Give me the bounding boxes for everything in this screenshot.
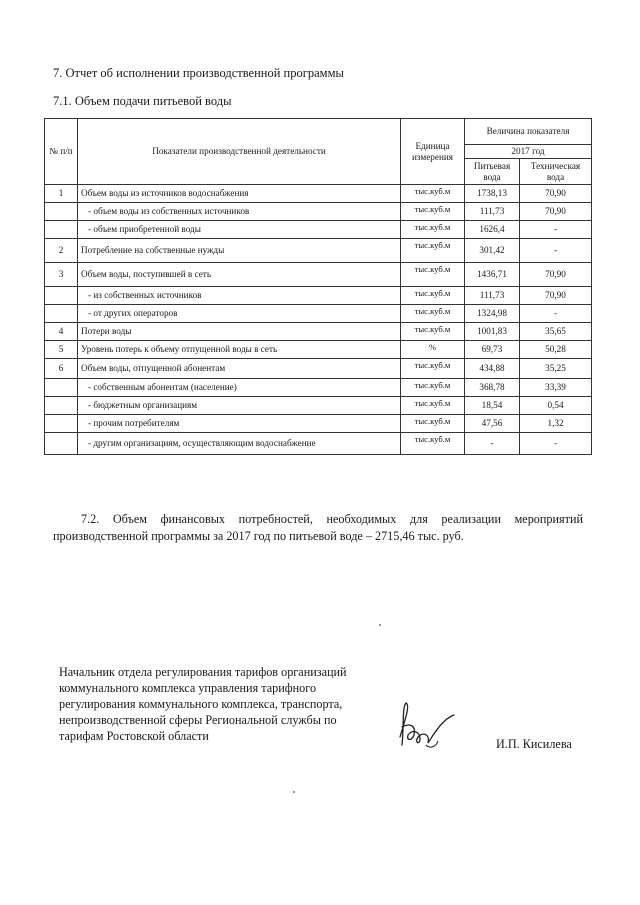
row-unit: тыс.куб.м xyxy=(401,323,465,341)
row-number xyxy=(45,203,78,221)
row-technical-value: 0,54 xyxy=(520,397,592,415)
row-indicator: Уровень потерь к объему отпущенной воды в сеть xyxy=(78,341,401,359)
row-unit: тыс.куб.м xyxy=(401,359,465,379)
table-row xyxy=(45,239,592,263)
handwritten-signature xyxy=(392,697,464,755)
row-drinking-value: 1626,4 xyxy=(465,221,520,239)
row-drinking-value: 301,42 xyxy=(465,239,520,263)
row-number: 1 xyxy=(45,185,78,203)
row-technical-value: 33,39 xyxy=(520,379,592,397)
row-number xyxy=(45,397,78,415)
header-no: № п/п xyxy=(45,119,78,185)
row-drinking-value: 47,56 xyxy=(465,415,520,433)
table-row xyxy=(45,185,592,203)
row-unit: тыс.куб.м xyxy=(401,287,465,305)
row-indicator: - другим организациям, осуществляющим водоснабжение xyxy=(78,433,401,455)
row-unit: тыс.куб.м xyxy=(401,263,465,287)
row-unit: тыс.куб.м xyxy=(401,433,465,455)
scan-speck xyxy=(379,624,381,626)
row-indicator: - бюджетным организациям xyxy=(78,397,401,415)
row-indicator: Объем воды, поступившей в сеть xyxy=(78,263,401,287)
signatory-title: Начальник отдела регулирования тарифов организаций коммунального комплекса управления тарифного регулирования коммунального комплекса, транспорта, непроизводственной сферы Региональной службы по тарифам Ростовской области xyxy=(59,665,347,743)
row-unit: тыс.куб.м xyxy=(401,203,465,221)
header-unit: Единица измерения xyxy=(401,119,465,185)
table-body xyxy=(45,185,592,455)
row-number xyxy=(45,433,78,455)
row-technical-value: - xyxy=(520,433,592,455)
row-drinking-value: 1324,98 xyxy=(465,305,520,323)
table-row xyxy=(45,341,592,359)
row-number: 2 xyxy=(45,239,78,263)
row-number xyxy=(45,415,78,433)
scan-speck xyxy=(293,791,295,793)
row-technical-value: 50,28 xyxy=(520,341,592,359)
signatory-name: И.П. Кисилева xyxy=(496,737,572,751)
row-unit: тыс.куб.м xyxy=(401,305,465,323)
row-unit: тыс.куб.м xyxy=(401,185,465,203)
water-supply-table xyxy=(44,118,592,455)
row-drinking-value: 1738,13 xyxy=(465,185,520,203)
row-indicator: - от других операторов xyxy=(78,305,401,323)
row-number: 3 xyxy=(45,263,78,287)
table-row xyxy=(45,305,592,323)
row-indicator: Объем воды из источников водоснабжения xyxy=(78,185,401,203)
row-number: 4 xyxy=(45,323,78,341)
row-indicator: Потери воды xyxy=(78,323,401,341)
row-indicator: - объем воды из собственных источников xyxy=(78,203,401,221)
section-heading: 7. Отчет об исполнении производственной программы xyxy=(53,66,344,80)
row-number xyxy=(45,221,78,239)
financial-needs-paragraph: 7.2. Объем финансовых потребностей, необходимых для реализации мероприятий производственной программы за 2017 год по питьевой воде – 2715,46 тыс. руб. xyxy=(53,512,583,543)
row-technical-value: 70,90 xyxy=(520,203,592,221)
row-technical-value: 70,90 xyxy=(520,287,592,305)
row-unit: % xyxy=(401,341,465,359)
row-indicator: Потребление на собственные нужды xyxy=(78,239,401,263)
table-row xyxy=(45,203,592,221)
header-technical: Техническая вода xyxy=(520,159,592,185)
row-technical-value: - xyxy=(520,305,592,323)
row-indicator: Объем воды, отпущенной абонентам xyxy=(78,359,401,379)
row-indicator: - из собственных источников xyxy=(78,287,401,305)
row-unit: тыс.куб.м xyxy=(401,239,465,263)
row-drinking-value: 69,73 xyxy=(465,341,520,359)
row-technical-value: 70,90 xyxy=(520,185,592,203)
table-row xyxy=(45,379,592,397)
row-drinking-value: 1436,71 xyxy=(465,263,520,287)
row-drinking-value: - xyxy=(465,433,520,455)
row-drinking-value: 111,73 xyxy=(465,287,520,305)
row-drinking-value: 18,54 xyxy=(465,397,520,415)
table-row xyxy=(45,433,592,455)
row-drinking-value: 111,73 xyxy=(465,203,520,221)
header-year: 2017 год xyxy=(465,145,592,159)
row-unit: тыс.куб.м xyxy=(401,379,465,397)
row-number xyxy=(45,287,78,305)
table-row xyxy=(45,323,592,341)
row-number xyxy=(45,379,78,397)
row-technical-value: 35,25 xyxy=(520,359,592,379)
row-indicator: - прочим потребителям xyxy=(78,415,401,433)
row-unit: тыс.куб.м xyxy=(401,397,465,415)
subsection-heading: 7.1. Объем подачи питьевой воды xyxy=(53,94,232,108)
row-number: 6 xyxy=(45,359,78,379)
header-drinking: Питьевая вода xyxy=(465,159,520,185)
row-technical-value: - xyxy=(520,239,592,263)
row-number xyxy=(45,305,78,323)
table-row xyxy=(45,221,592,239)
row-number: 5 xyxy=(45,341,78,359)
row-drinking-value: 1001,83 xyxy=(465,323,520,341)
row-drinking-value: 368,78 xyxy=(465,379,520,397)
row-technical-value: 70,90 xyxy=(520,263,592,287)
row-drinking-value: 434,88 xyxy=(465,359,520,379)
table-row xyxy=(45,359,592,379)
header-indicator: Показатели производственной деятельности xyxy=(78,119,401,185)
header-value: Величина показателя xyxy=(465,119,592,145)
row-indicator: - собственным абонентам (население) xyxy=(78,379,401,397)
table-row xyxy=(45,415,592,433)
row-technical-value: 35,65 xyxy=(520,323,592,341)
row-technical-value: 1,32 xyxy=(520,415,592,433)
row-indicator: - объем приобретенной воды xyxy=(78,221,401,239)
table-row xyxy=(45,397,592,415)
table-row xyxy=(45,263,592,287)
row-technical-value: - xyxy=(520,221,592,239)
row-unit: тыс.куб.м xyxy=(401,221,465,239)
table-row xyxy=(45,287,592,305)
row-unit: тыс.куб.м xyxy=(401,415,465,433)
